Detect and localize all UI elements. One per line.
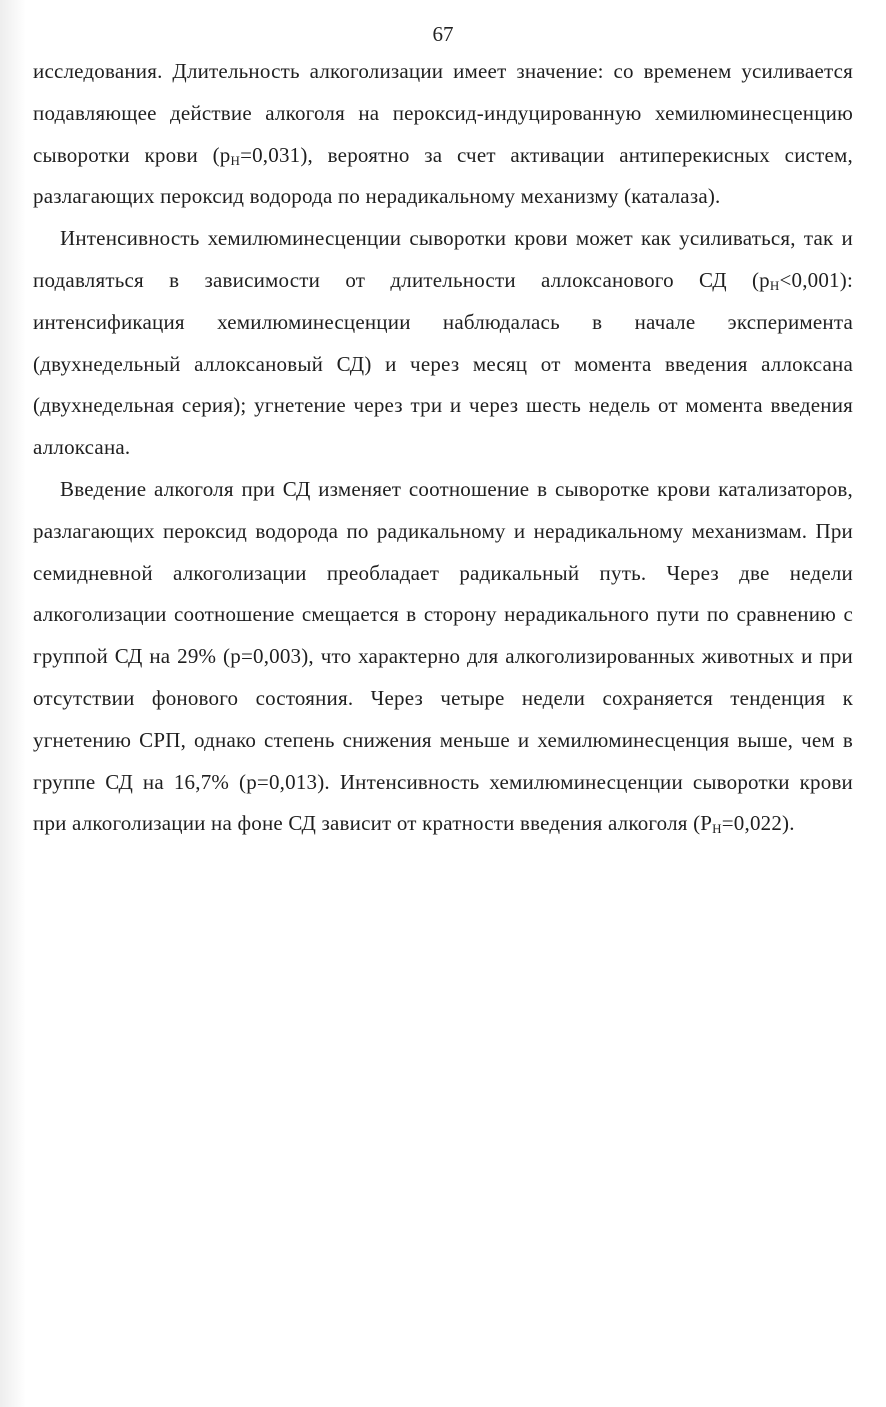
page-number: 67 <box>432 22 454 46</box>
scan-edge-shadow <box>0 0 26 1407</box>
paragraph-1-text-a: исследования. Длительность алкоголизации имеет значение: со временем усиливается подавляющее действие алкоголя на пероксид-индуцированную хемилюминесценцию сыворотки крови (р <box>33 59 853 167</box>
document-body <box>33 51 853 845</box>
subscript-h: Н <box>712 821 722 837</box>
paragraph-1-text-b: =0,031), вероятно за счет активации антиперекисных систем, разлагающих пероксид водорода по нерадикальному механизму (каталаза). <box>33 142 853 209</box>
paragraph-2-text-a: Интенсивность хемилюминесценции сыворотки крови может как усиливаться, так и подавляться в зависимости от длительности аллоксанового СД (р <box>33 226 853 292</box>
paragraph-3-text-a: Введение алкоголя при СД изменяет соотношение в сыворотке крови катализаторов, разлагающих пероксид водорода по радикальному и нерадикальному механизмам. При семидневной алкоголизации преобладает радикальный путь. Через две недели алкоголизации соотношение смещается в сторону нерадикального пути по сравнению с группой СД на 29% (р=0,003), что характерно для алкоголизированных животных и при отсутствии фонового состояния. Через четыре недели сохраняется тенденция к угнетению СРП, однако степень снижения меньше и хемилюминесценция выше, чем в группе СД на 16,7% (р=0,013). Интенсивность хемилюминесценции сыворотки крови при алкоголизации на фоне СД зависит от кратности введения алкоголя (Р <box>33 476 853 836</box>
subscript-h: Н <box>230 152 241 168</box>
subscript-h: Н <box>769 277 780 293</box>
paragraph-2-text-b: <0,001): интенсификация хемилюминесценции наблюдалась в начале эксперимента (двухнедельный аллоксановый СД) и через месяц от момента введения аллоксана (двухнедельная серия); угнетение через три и через шесть недель от момента введения аллоксана. <box>33 267 853 460</box>
paragraph-3 <box>33 469 853 845</box>
paragraph-1 <box>33 51 853 218</box>
paragraph-2 <box>33 218 853 469</box>
paragraph-3-text-b: =0,022). <box>721 811 795 836</box>
